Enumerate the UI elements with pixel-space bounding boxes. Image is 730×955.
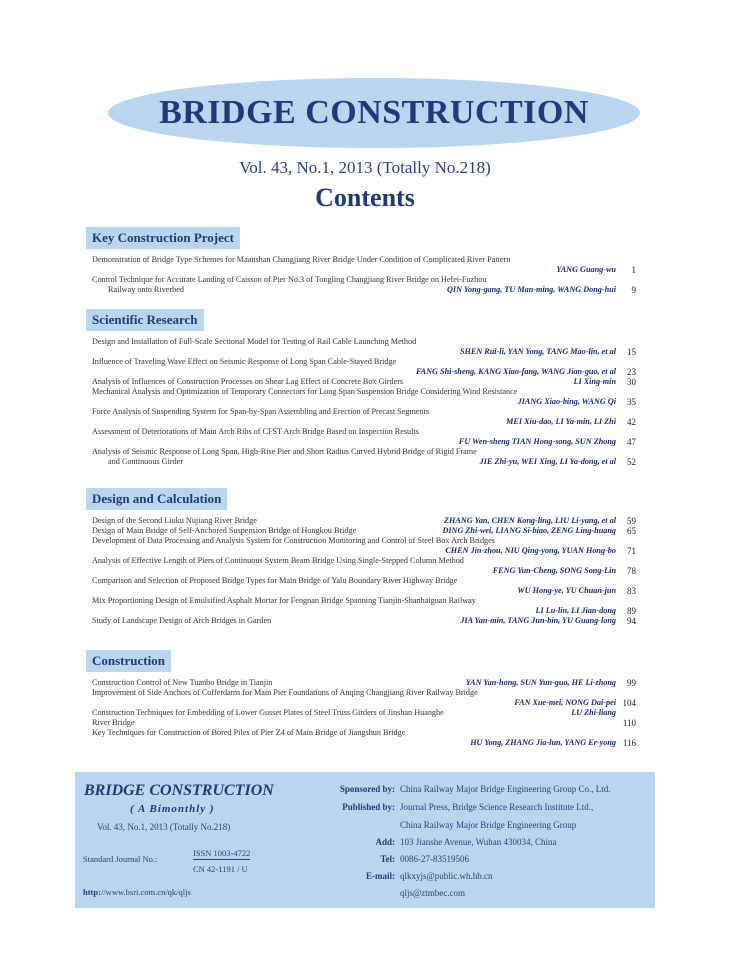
article-page-number: 110 — [622, 718, 636, 728]
article-entry[interactable] — [86, 407, 646, 427]
published-label: Published by: — [342, 802, 395, 812]
section-key-construction-project — [86, 227, 646, 295]
article-page-number: 30 — [627, 377, 636, 387]
article-entry[interactable] — [86, 596, 646, 616]
article-entry[interactable] — [86, 556, 646, 576]
section-header: Scientific Research — [86, 309, 204, 331]
article-title: Design of the Second Liuku Nujiang River Bridge — [92, 516, 257, 525]
tel-label: Tel: — [380, 854, 395, 864]
article-page-number: 47 — [627, 437, 636, 447]
article-page-number: 59 — [627, 516, 636, 526]
article-title: Construction Control of New Tuanbo Bridge in Tianjin — [92, 678, 273, 687]
article-page-number: 9 — [631, 285, 636, 295]
article-title: Construction Techniques for Embedding of Lower Gusset Plates of Steel Truss Girders of Jinshan Huanghe River Bridge — [92, 708, 444, 727]
article-title: Mix Proportioning Design of Emulsified Asphalt Mortar for Fengnan Bridge Spanning Tianjin-Shanhaiguan Railway — [92, 596, 476, 605]
article-title: Assessment of Deteriorations of Main Arch Ribs of CFST Arch Bridge Based on Inspection Results — [92, 427, 419, 436]
article-page-number: 15 — [627, 347, 636, 357]
article-entry[interactable] — [86, 616, 646, 626]
article-authors: LU Zhi-liang — [571, 708, 616, 717]
article-title: Study of Landscape Design of Arch Bridges in Garden — [92, 616, 272, 625]
article-authors: QIN Yong-gang, TU Man-ming, WANG Dong-hui — [446, 285, 616, 294]
article-page-number: 71 — [627, 546, 636, 556]
article-authors: WU Hong-ye, YU Chuan-jun — [517, 586, 616, 595]
article-title: Design and Installation of Full-Scale Sectional Model for Testing of Rail Cable Launching Method — [92, 337, 417, 346]
article-list — [86, 337, 646, 467]
article-authors: JIANG Xiao-bing, WANG Qi — [517, 397, 616, 406]
article-authors: LI Lu-lin, LI Jian-dong — [535, 606, 616, 615]
article-title: Control Technique for Accurate Landing of Caisson of Pier No.3 of Tongling Changjiang River Bridge on Hefei-Fuzhou — [92, 275, 487, 284]
article-authors: YAN Yan-hong, SUN Yun-guo, HE Li-zhong — [465, 678, 616, 687]
article-page-number: 35 — [627, 397, 636, 407]
section-header: Design and Calculation — [86, 488, 227, 510]
article-entry[interactable] — [86, 526, 646, 536]
section-header: Construction — [86, 650, 171, 672]
article-entry[interactable] — [86, 576, 646, 596]
sponsored-value: China Railway Major Bridge Engineering Group Co., Ltd. — [400, 784, 611, 794]
article-entry[interactable] — [86, 678, 646, 688]
article-page-number: 52 — [627, 457, 636, 467]
article-entry[interactable] — [86, 688, 646, 708]
article-authors: JIE Zhi-yu, WEI Xing, LI Ya-dong, et al — [479, 457, 616, 466]
article-entry[interactable] — [86, 337, 646, 357]
article-title: Analysis of Seismic Response of Long Span, High-Rise Pier and Short Radius Curved Hybrid Bridge of Rigid Frame — [92, 447, 477, 456]
footer-volume: Vol. 43, No.1, 2013 (Totally No.218) — [97, 822, 231, 832]
tel-value: 0086-27-83519506 — [400, 854, 469, 864]
article-title: Demonstration of Bridge Type Schemes for Maanshan Changjiang River Bridge Under Condition of Complicated River Pattern — [92, 255, 511, 264]
published-value-2: China Railway Major Bridge Engineering Group — [400, 820, 577, 830]
article-entry[interactable] — [86, 447, 646, 467]
article-authors: FAN Xue-mei, NONG Dai-pei — [514, 698, 616, 707]
article-page-number: 99 — [627, 678, 636, 688]
article-authors: FU Wen-sheng TIAN Hong-song, SUN Zhong — [458, 437, 616, 446]
article-title: Analysis of Effective Length of Piers of Continuous System Beam Bridge Using Single-Stepped Column Method — [92, 556, 464, 565]
article-title: Design of Main Bridge of Self-Anchored Suspension Bridge of Hongkou Bridge — [92, 526, 357, 535]
article-page-number: 94 — [627, 616, 636, 626]
section-scientific-research — [86, 309, 646, 467]
article-title-continued: and Continuous Girder — [108, 457, 184, 466]
article-entry[interactable] — [86, 387, 646, 407]
section-design-and-calculation — [86, 488, 646, 626]
article-authors: CHEN Jin-zhou, NIU Qing-yong, YUAN Hong-bo — [445, 546, 616, 555]
article-page-number: 1 — [631, 265, 636, 275]
article-page-number: 78 — [627, 566, 636, 576]
article-authors: DING Zhi-wei, LIANG Si-biao, ZENG Ling-huang — [442, 526, 616, 535]
article-page-number: 65 — [627, 526, 636, 536]
journal-title-banner — [108, 78, 640, 148]
article-list — [86, 516, 646, 626]
footer-url[interactable] — [83, 887, 191, 897]
article-authors: YANG Guang-wu — [556, 265, 616, 274]
article-entry[interactable] — [86, 728, 646, 748]
article-authors: ZHANG Yan, CHEN Kong-ling, LIU Li-yang, et al — [444, 516, 616, 525]
footer-standard-journal-label: Standard Journal No.: — [83, 854, 158, 864]
email-label: E-mail: — [366, 871, 395, 881]
journal-title: BRIDGE CONSTRUCTION — [159, 94, 589, 131]
article-page-number: 116 — [622, 738, 636, 748]
email-value-2[interactable]: qljs@ztmbec.com — [400, 888, 466, 898]
article-title: Key Techniques for Construction of Bored Piles of Pier Z4 of Main Bridge of Jiangshun Bridge — [92, 728, 406, 737]
article-authors: FANG Shi-sheng, KANG Xiao-fang, WANG Jian-guo, et al — [415, 367, 616, 376]
footer-url-text: //www.bsri.com.cn/qk/qljs — [100, 887, 191, 897]
article-page-number: 89 — [627, 606, 636, 616]
address-value: 103 Jianshe Avenue, Wuhan 430034, China — [400, 837, 557, 847]
article-authors: FENG Yun-Cheng, SONG Song-Lin — [492, 566, 616, 575]
article-entry[interactable] — [86, 516, 646, 526]
article-entry[interactable] — [86, 536, 646, 556]
article-title-continued: Railway onto Riverbed — [108, 285, 184, 294]
article-page-number: 23 — [627, 367, 636, 377]
sponsored-label: Sponsored by: — [339, 784, 395, 794]
article-entry[interactable] — [86, 427, 646, 447]
footer-frequency: ( A Bimonthly ) — [130, 803, 215, 815]
footer-issn: ISSN 1003-4722 — [193, 848, 251, 858]
footer-cn: CN 42-1191 / U — [193, 864, 248, 874]
article-entry[interactable] — [86, 275, 646, 295]
article-entry[interactable] — [86, 708, 646, 728]
article-title: Mechanical Analysis and Optimization of Temporary Connectors for Long Span Suspension Bridge Considering Wind Resistance — [92, 387, 518, 396]
article-page-number: 42 — [627, 417, 636, 427]
article-entry[interactable] — [86, 377, 646, 387]
published-value-1: Journal Press, Bridge Science Research Institute Ltd., — [400, 802, 594, 812]
article-authors: HU Yong, ZHANG Jia-lun, YANG Er-yong — [470, 738, 616, 747]
email-value-1[interactable]: qlkxyjs@public.wh.hb.cn — [400, 871, 493, 881]
volume-line: Vol. 43, No.1, 2013 (Totally No.218) — [239, 158, 491, 177]
article-title: Improvement of Side Anchors of Cofferdams for Main Pier Foundations of Anqing Changjiang River Railway Bridge — [92, 688, 478, 697]
contents-heading: Contents — [315, 183, 415, 212]
address-label: Add: — [375, 837, 395, 847]
article-list — [86, 255, 646, 295]
article-authors: JIA Yan-min, TANG Jun-bin, YU Guang-long — [460, 616, 616, 625]
article-page-number: 104 — [622, 698, 636, 708]
footer-journal-title: BRIDGE CONSTRUCTION — [84, 782, 274, 799]
article-page-number: 83 — [627, 586, 636, 596]
section-header: Key Construction Project — [86, 227, 240, 249]
article-title: Analysis of Influences of Construction Processes on Shear Lag Effect of Concrete Box Girders — [92, 377, 404, 386]
article-authors: MEI Xiu-dao, LI Ya-min, LI Zhi — [506, 417, 616, 426]
section-construction — [86, 650, 646, 748]
article-authors: SHEN Rui-li, YAN Yong, TANG Mao-lin, et al — [459, 347, 616, 356]
article-title: Force Analysis of Suspending System for Span-by-Span Assembling and Erection of Precast Segments — [92, 407, 430, 416]
article-title: Influence of Traveling Wave Effect on Seismic Response of Long Span Cable-Stayed Bridge — [92, 357, 397, 366]
footer-url-label: http: — [83, 887, 101, 897]
journal-info-box — [75, 772, 655, 908]
article-authors: LI Xing-min — [573, 377, 616, 386]
article-list — [86, 678, 646, 748]
article-entry[interactable] — [86, 357, 646, 377]
article-entry[interactable] — [86, 255, 646, 275]
article-title: Comparison and Selection of Proposed Bridge Types for Main Bridge of Yalu Boundary River Highway Bridge — [92, 576, 458, 585]
article-title: Development of Data Processing and Analysis System for Construction Monitoring and Control of Steel Box Arch Bridges — [92, 536, 495, 545]
